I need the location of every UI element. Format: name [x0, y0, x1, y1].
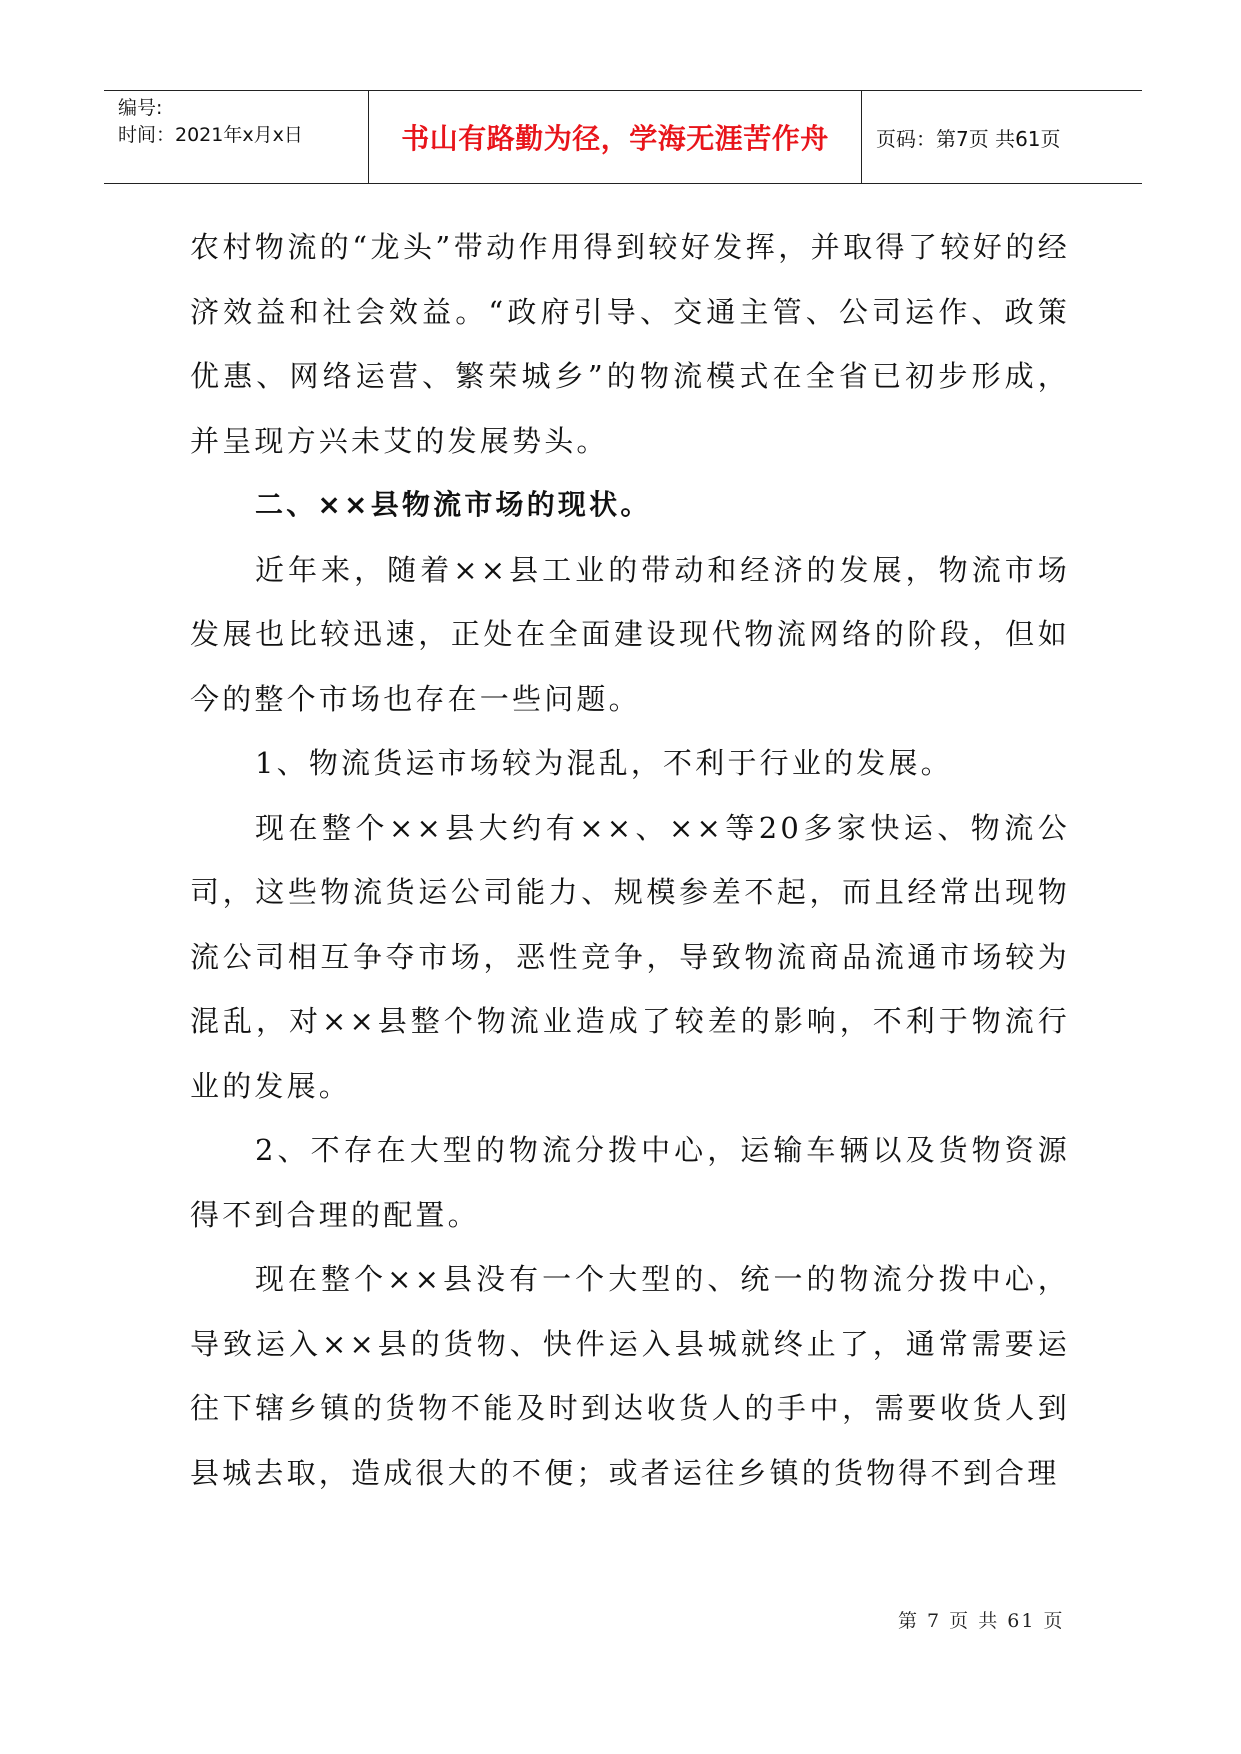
- document-date: 时间：2021年x月x日: [118, 124, 303, 146]
- paragraph: 现在整个××县没有一个大型的、统一的物流分拨中心，导致运入××县的货物、快件运入县城就终止了，通常需要运往下辖乡镇的货物不能及时到达收货人的手中，需要收货人到县城去取，造成很大的不便；或者运往乡镇的货物得不到合理: [190, 1262, 1070, 1490]
- numbered-point: 1、物流货运市场较为混乱，不利于行业的发展。: [255, 746, 953, 780]
- document-number-label: 编号:: [118, 97, 163, 119]
- document-body: [190, 215, 1070, 1505]
- page-header: [104, 90, 1142, 184]
- section-heading: 二、××县物流市场的现状。: [255, 488, 652, 521]
- header-page-info: 页码：第7页 共61页: [876, 126, 1061, 151]
- paragraph: 农村物流的“龙头”带动作用得到较好发挥，并取得了较好的经济效益和社会效益。“政府引导、交通主管、公司运作、政策优惠、网络运营、繁荣城乡”的物流模式在全省已初步形成，并呈现方兴未艾的发展势头。: [190, 230, 1070, 458]
- header-meta-cell: [104, 91, 369, 183]
- header-motto: 书山有路勤为径，学海无涯苦作舟: [369, 91, 862, 183]
- paragraph: 近年来，随着××县工业的带动和经济的发展，物流市场发展也比较迅速，正处在全面建设现代物流网络的阶段，但如今的整个市场也存在一些问题。: [190, 552, 1070, 716]
- page-footer: 第 7 页 共 61 页: [898, 1610, 1065, 1632]
- numbered-point: 2、不存在大型的物流分拨中心，运输车辆以及货物资源得不到合理的配置。: [190, 1133, 1070, 1232]
- paragraph: 现在整个××县大约有××、××等20多家快运、物流公司，这些物流货运公司能力、规模参差不起，而且经常出现物流公司相互争夺市场，恶性竞争，导致物流商品流通市场较为混乱，对××县整个物流业造成了较差的影响，不利于物流行业的发展。: [190, 810, 1070, 1103]
